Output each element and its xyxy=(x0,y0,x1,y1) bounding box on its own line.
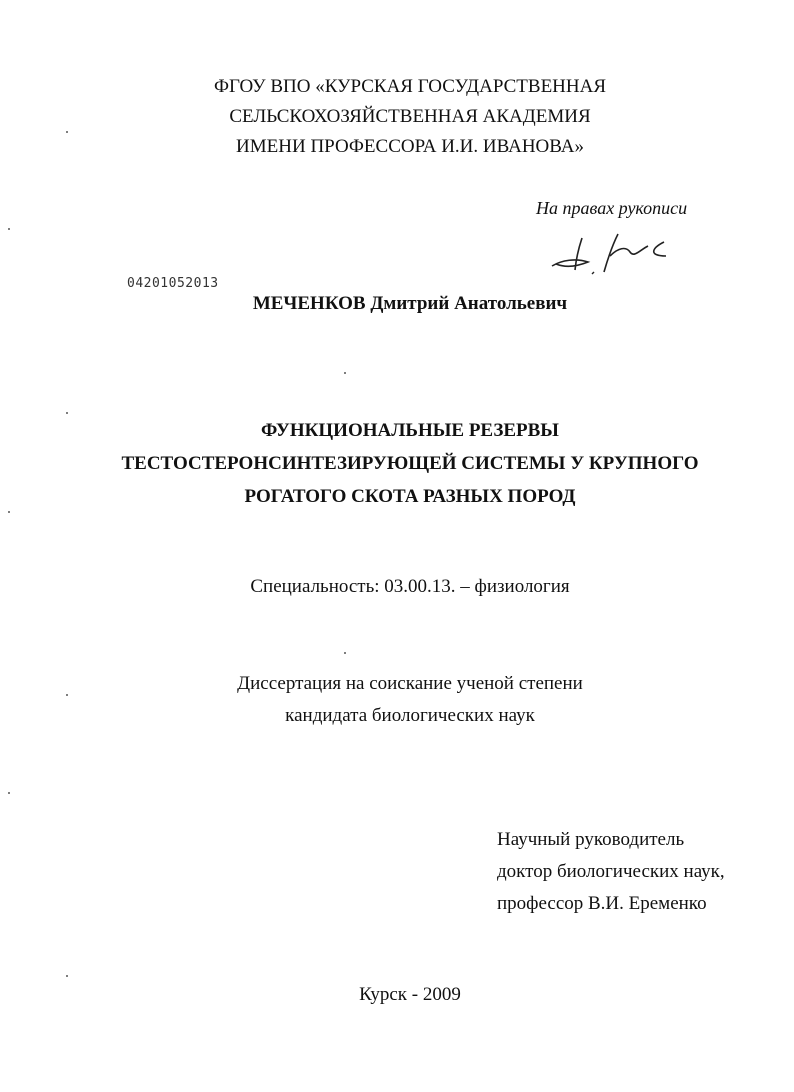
advisor-line-2: доктор биологических наук, xyxy=(497,861,725,882)
scan-speck xyxy=(344,372,346,374)
scan-speck xyxy=(344,652,346,654)
author-name: МЕЧЕНКОВ Дмитрий Анатольевич xyxy=(252,293,568,314)
title-line-3: РОГАТОГО СКОТА РАЗНЫХ ПОРОД xyxy=(244,486,576,507)
scan-speck xyxy=(8,228,10,230)
advisor-line-3: профессор В.И. Еременко xyxy=(497,893,707,914)
title-line-1: ФУНКЦИОНАЛЬНЫЕ РЕЗЕРВЫ xyxy=(261,420,559,441)
scan-speck xyxy=(66,975,68,977)
place-and-year: Курск - 2009 xyxy=(359,984,461,1005)
scientific-advisor xyxy=(497,824,725,920)
dissertation-title xyxy=(0,414,794,513)
scan-speck xyxy=(8,511,10,513)
archive-number: 04201052013 xyxy=(127,276,219,291)
scan-speck xyxy=(8,792,10,794)
institution-line-1: ФГОУ ВПО «КУРСКАЯ ГОСУДАРСТВЕННАЯ xyxy=(213,76,607,97)
institution-line-3: ИМЕНИ ПРОФЕССОРА И.И. ИВАНОВА» xyxy=(236,136,584,157)
signature-image xyxy=(548,222,678,278)
institution-name xyxy=(0,72,794,162)
scan-speck xyxy=(66,694,68,696)
degree-line-1: Диссертация на соискание ученой степени xyxy=(237,673,583,694)
advisor-line-1: Научный руководитель xyxy=(497,829,685,850)
degree-statement xyxy=(0,668,794,732)
scan-speck xyxy=(66,131,68,133)
scan-speck xyxy=(66,412,68,414)
title-line-2: ТЕСТОСТЕРОНСИНТЕЗИРУЮЩЕЙ СИСТЕМЫ У КРУПНОГО xyxy=(121,453,699,474)
degree-line-2: кандидата биологических наук xyxy=(285,705,535,726)
specialty-line: Специальность: 03.00.13. – физиология xyxy=(250,576,570,597)
institution-line-2: СЕЛЬСКОХОЗЯЙСТВЕННАЯ АКАДЕМИЯ xyxy=(229,106,591,127)
manuscript-note: На правах рукописи xyxy=(536,198,688,218)
